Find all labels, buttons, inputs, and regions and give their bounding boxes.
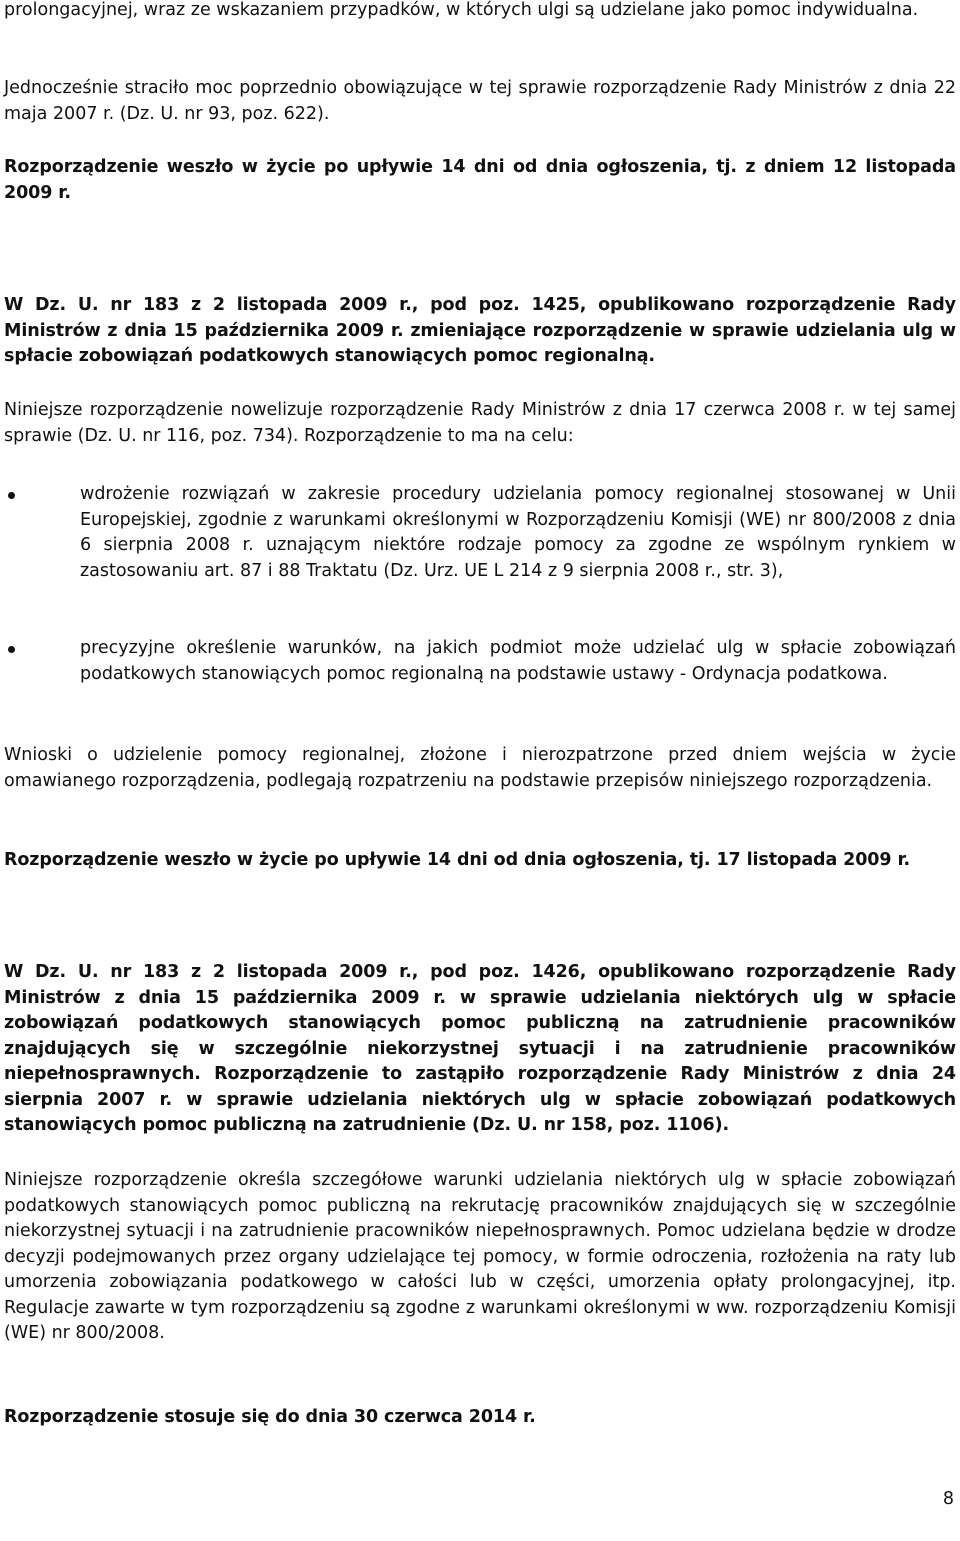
list-item-text: wdrożenie rozwiązań w zakresie procedury udzielania pomocy regionalnej stosowanej w Unii Europejskiej, zgodnie z warunkami określonymi w Rozporządzeniu Komisji (WE) nr 800/2008 z dnia 6 sierpnia 2008 r. uznającym niektóre rodzaje pomocy za zgodne ze wspólnym rynkiem w zastosowaniu art. 87 i 88 Traktatu (Dz. Urz. UE L 214 z 9 sierpnia 2008 r., str. 3), <box>80 484 956 581</box>
paragraph-entry-into-force-1: Rozporządzenie weszło w życie po upływie 14 dni od dnia ogłoszenia, tj. z dniem 12 listopada 2009 r. <box>4 157 956 203</box>
paragraph-repeal: Jednocześnie straciło moc poprzednio obowiązujące w tej sprawie rozporządzenie Rady Ministrów z dnia 22 maja 2007 r. (Dz. U. nr 93, poz. 622). <box>4 78 956 124</box>
paragraph-amendment: Niniejsze rozporządzenie nowelizuje rozporządzenie Rady Ministrów z dnia 17 czerwca 2008 r. w tej samej sprawie (Dz. U. nr 116, poz. 734). Rozporządzenie to ma na celu: <box>4 400 956 446</box>
paragraph-regulation-1426: W Dz. U. nr 183 z 2 listopada 2009 r., pod poz. 1426, opublikowano rozporządzenie Rady Ministrów z dnia 15 października 2009 r. w sprawie udzielania niektórych ulg w spłacie zobowiązań podatkowych stanowiących pomoc publiczną na zatrudnienie pracowników znajdujących się w szczególnie niekorzystnej sytuacji i na zatrudnienie pracowników niepełnosprawnych. Rozporządzenie to zastąpiło rozporządzenie Rady Ministrów z dnia 24 sierpnia 2007 r. w sprawie udzielania niektórych ulg w spłacie zobowiązań podatkowych stanowiących pomoc publiczną na zatrudnienie (Dz. U. nr 158, poz. 1106). <box>4 962 956 1135</box>
list-item-text: precyzyjne określenie warunków, na jakich podmiot może udzielać ulg w spłacie zobowiązań podatkowych stanowiących pomoc regionalną na podstawie ustawy - Ordynacja podatkowa. <box>80 638 956 684</box>
paragraph-regulation-1425: W Dz. U. nr 183 z 2 listopada 2009 r., pod poz. 1425, opublikowano rozporządzenie Rady Ministrów z dnia 15 października 2009 r. zmieniające rozporządzenie w sprawie udzielania ulg w spłacie zobowiązań podatkowych stanowiących pomoc regionalną. <box>4 295 956 366</box>
paragraph-conditions: Niniejsze rozporządzenie określa szczegółowe warunki udzielania niektórych ulg w spłacie zobowiązań podatkowych stanowiących pomoc publiczną na rekrutację pracowników znajdujących się w szczególnie niekorzystnej sytuacji i na zatrudnienie pracowników niepełnosprawnych. Pomoc udzielana będzie w drodze decyzji podejmowanych przez organy udzielające tej pomocy, w formie odroczenia, rozłożenia na raty lub umorzenia zobowiązania podatkowego w całości lub w części, umorzenia opłaty prolongacyjnej, itp. Regulacje zawarte w tym rozporządzeniu są zgodne z warunkami określonymi w ww. rozporządzeniu Komisji (WE) nr 800/2008. <box>4 1170 956 1343</box>
bullet-icon <box>8 492 15 499</box>
paragraph-validity: Rozporządzenie stosuje się do dnia 30 czerwca 2014 r. <box>4 1407 536 1427</box>
paragraph-entry-into-force-2: Rozporządzenie weszło w życie po upływie 14 dni od dnia ogłoszenia, tj. 17 listopada 2009 r. <box>4 850 911 870</box>
paragraph-continuation: prolongacyjnej, wraz ze wskazaniem przypadków, w których ulgi są udzielane jako pomoc indywidualna. <box>4 0 919 20</box>
bullet-icon <box>8 646 15 653</box>
paragraph-applications: Wnioski o udzielenie pomocy regionalnej, złożone i nierozpatrzone przed dniem wejścia w życie omawianego rozporządzenia, podlegają rozpatrzeniu na podstawie przepisów niniejszego rozporządzenia. <box>4 745 956 791</box>
page-number: 8 <box>942 1489 954 1509</box>
